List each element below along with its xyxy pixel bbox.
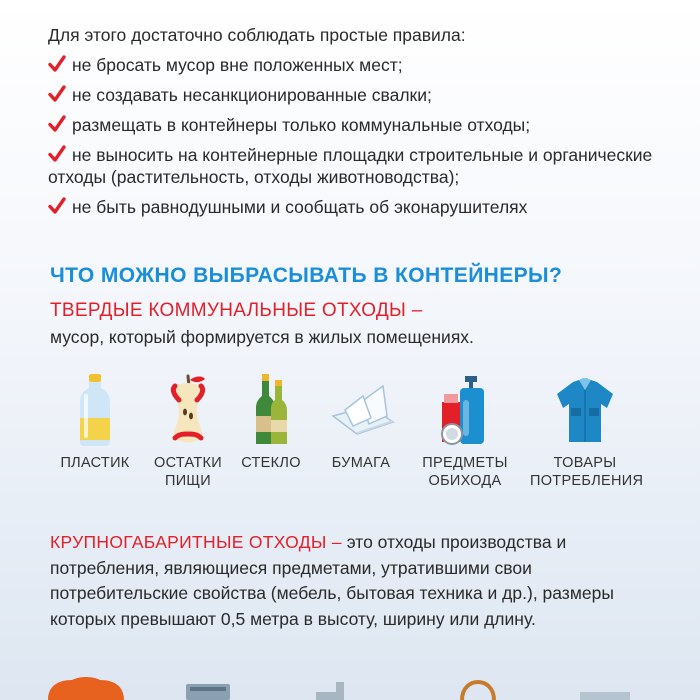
waste-items (40, 372, 670, 507)
tko-description: мусор, который формируется в жилых помещениях. (50, 327, 474, 347)
check-icon (48, 115, 66, 133)
rule-text: не быть равнодушными и сообщать об эконарушителях (72, 197, 528, 217)
waste-item-goods (530, 372, 644, 490)
kgo-title: КРУПНОГАБАРИТНЫЕ ОТХОДЫ – (50, 532, 342, 552)
waste-item-label: ПЛАСТИК (60, 455, 130, 471)
faucet-icon (316, 682, 344, 700)
rules-list (48, 54, 688, 226)
waste-item-label: ПРЕДМЕТЫ (422, 455, 508, 471)
rule-item (48, 84, 688, 106)
waste-item-label-2: ПИЩИ (164, 473, 212, 489)
apple-core-icon (153, 372, 223, 448)
mirror-icon (462, 682, 494, 700)
waste-item-label: СТЕКЛО (241, 455, 301, 471)
glass-bottles-icon (236, 372, 306, 448)
rule-item (48, 144, 688, 188)
plastic-bottle-icon (60, 372, 130, 448)
waste-item-label: ОСТАТКИ (153, 455, 222, 471)
rule-text: не выносить на контейнерные площадки строительные и органические отходы (растительность, отходы животноводства); (48, 145, 653, 187)
waste-item-paper (306, 372, 416, 472)
check-icon (48, 85, 66, 103)
rule-item (48, 54, 688, 76)
shirt-icon (547, 372, 623, 448)
paper-icon (323, 372, 399, 448)
check-icon (48, 55, 66, 73)
rule-text: размещать в контейнеры только коммунальные отходы; (72, 115, 531, 135)
waste-item-label: ТОВАРЫ (553, 455, 617, 471)
bulky-waste-icons (0, 676, 700, 700)
rule-item (48, 114, 688, 136)
furniture-icon (580, 692, 630, 700)
waste-item-household (410, 372, 520, 490)
check-icon (48, 197, 66, 215)
rule-text: не создавать несанкционированные свалки; (72, 85, 432, 105)
kgo-description: это отходы производства и потребления, являющиеся предметами, утратившими свои потребительские свойства (мебель, бытовая техника и др.), размеры которых превышают 0,5 метра в высоту, ширину или длину. (50, 532, 614, 629)
washing-machine-icon (186, 684, 230, 700)
kgo-paragraph (50, 530, 670, 632)
waste-item-label-2: ПОТРЕБЛЕНИЯ (530, 473, 644, 489)
check-icon (48, 145, 66, 163)
rule-item (48, 196, 688, 218)
tko-title: ТВЕРДЫЕ КОММУНАЛЬНЫЕ ОТХОДЫ – (50, 300, 423, 321)
waste-item-label-2: ОБИХОДА (428, 473, 502, 489)
rule-text: не бросать мусор вне положенных мест; (72, 55, 403, 75)
section-title: ЧТО МОЖНО ВЫБРАСЫВАТЬ В КОНТЕЙНЕРЫ? (50, 264, 563, 287)
intro-text: Для этого достаточно соблюдать простые правила: (48, 25, 466, 45)
household-items-icon (430, 372, 500, 448)
waste-item-label: БУМАГА (331, 455, 391, 471)
armchair-icon (48, 677, 124, 700)
